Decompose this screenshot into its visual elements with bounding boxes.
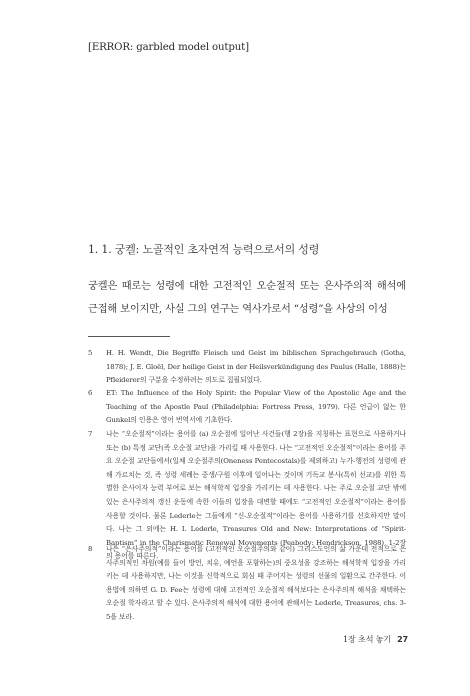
footnote-number: 6 [88,389,93,397]
footnote-text: 나는 “오순절적”이라는 용어를 (a) 오순절에 일어난 사건들(행 2장)을 지칭하는 표현으로 사용하거나 또는 (b) 특정 교단(즉 오순절 교단)을 가리킬 때 사용한다. 나는 “고전적인 오순절적”이라는 용어를 주요 오순절 교단들에서(일체 오순절주의(Oneness Pentecostals)를 제외하고) 누가-행전의 성령에 관해 가르치는 것, 즉 성령 세례는 중생/구원 이후에 일어나는 것이며 기독교 봉사(특히 선교)를 위한 특별한 은사이자 능력 부여로 보는 해석학적 입장을 가리키는 데 사용한다. 나는 주로 오순절 교단 밖에 있는 은사주의적 갱신 운동에 속한 이들의 입장을 대변할 때에도 “고전적인 오순절적”이라는 용어를 사용할 것이다. 물론 Lederle는 그들에게 “신-오순절적”이라는 용어를 사용하기를 선호하지만 말이다. 나는 그 외에는 H. I. Lederle, Treasures Old and New: Interpretations of “Spirit-Baptism” in the Charismatic Renewal Movements (Peabody: Hendrickson, 1988), 1-2장의 용어를 따른다. [106,430,406,561]
body-paragraph-1 [88,37,406,60]
footnote-8 [88,543,406,625]
footnote-5 [88,347,406,388]
paragraph-text: [ERROR: garbled model output] [88,42,249,53]
footnote-text: ET: The Influence of the Holy Spirit: the Popular View of the Apostolic Age and the Teaching of the Apostle Paul (Philadelphia: Fortress Press, 1979). 다른 언급이 없는 한 Gunkel의 인용은 영어 번역서에 기초한다. [106,389,406,425]
footnote-6 [88,387,406,428]
page-footer [343,634,408,645]
footnote-divider [88,336,170,337]
body-paragraph-2 [88,276,406,321]
footnote-number: 5 [88,349,93,357]
footnote-text: H. H. Wendt, Die Begriffe Fleisch und Geist im biblischen Sprachgebrauch (Gotha, 1878); J. E. Gloël, Der heilige Geist in der Heilsverkündigung des Paulus (Halle, 1888)는 Pfleiderer의 구분을 수정하려는 의도로 집필되었다. [106,349,406,385]
footnote-number: 8 [88,545,93,553]
footnote-text: 나는 “은사주의적”이라는 용어를 (고전적인 오순절주의와 같이) 그리스도인의 삶 가운데 전적으로 은사주의적인 차원(예를 들어 방언, 치유, 예언을 포함하는)의 중요성을 강조하는 해석학적 입장을 가리키는 데 사용하지만, 나는 이것을 신학적으로 회심 때 주어지는 성령의 선물의 일환으로 간주한다. 이 용법에 의하면 G. D. Fee는 성령에 대해 고전적인 오순절적 해석보다는 은사주의적 해석을 채택하는 오순절 학자라고 할 수 있다. 은사주의적 해석에 대한 용어에 관해서는 Lederle, Treasures, chs. 3-5을 보라. [106,545,406,621]
section-heading: 1. 1. 궁켈: 노골적인 초자연적 능력으로서의 성령 [88,243,320,256]
page-number: 27 [397,635,408,644]
running-footer-chapter: 1장 초석 놓기 [343,635,392,644]
footnote-number: 7 [88,430,93,438]
paragraph-text: 궁켈은 때로는 성령에 대한 고전적인 오순절적 또는 은사주의적 해석에 근접해 보이지만, 사실 그의 연구는 역사가로서 “성령”을 사상의 이성 [88,281,406,315]
